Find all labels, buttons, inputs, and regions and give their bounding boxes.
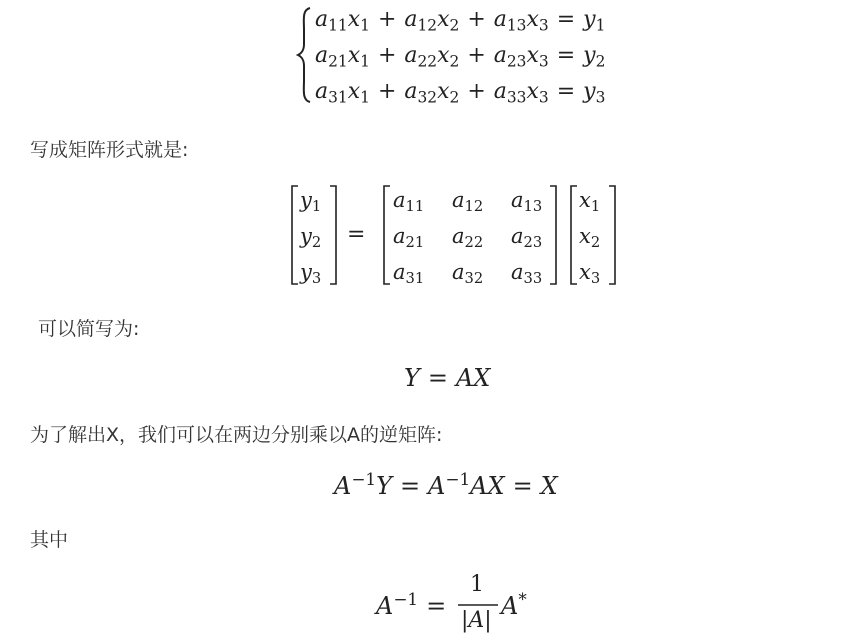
inverse-equation: $A^{-1}Y = A^{-1}AX = X$: [334, 469, 558, 501]
equation-row-1: $a_{11}x_1 + a_{12}x_2 + a_{13}x_3 = y_1$: [315, 7, 606, 35]
a-matrix-cell: $a_{31}$: [393, 260, 425, 288]
where-text: 其中: [30, 529, 69, 551]
x-vector-cell: $x_2$: [579, 224, 601, 252]
fraction-bar: [458, 603, 498, 607]
solve-text: 为了解出X，我们可以在两边分别乘以A的逆矩阵:: [30, 424, 443, 446]
fraction-numerator: 1: [470, 572, 484, 597]
adj-lhs: $A^{-1}$ =: [376, 589, 447, 621]
a-matrix-cell: $a_{12}$: [452, 188, 484, 216]
a-matrix-cell: $a_{21}$: [393, 224, 425, 252]
short-form-text: 可以简写为:: [38, 318, 140, 340]
x-vector-cell: $x_1$: [579, 188, 601, 216]
matrix-form-text: 写成矩阵形式就是:: [30, 139, 189, 161]
short-equation: Y = AX: [404, 364, 491, 392]
y-vector-cell: $y_3$: [300, 260, 322, 288]
a-matrix-cell: $a_{33}$: [511, 260, 543, 288]
adjugate-term: A*: [501, 589, 527, 621]
a-matrix-cell: $a_{22}$: [452, 224, 484, 252]
y-vector-cell: $y_1$: [300, 188, 322, 216]
fraction-denominator: |A|: [461, 608, 492, 633]
a-matrix-cell: $a_{11}$: [393, 188, 425, 216]
a-matrix-cell: $a_{13}$: [511, 188, 543, 216]
y-vector-cell: $y_2$: [300, 224, 322, 252]
equation-row-3: $a_{31}x_1 + a_{32}x_2 + a_{33}x_3 = y_3$: [315, 79, 606, 107]
equation-row-2: $a_{21}x_1 + a_{22}x_2 + a_{23}x_3 = y_2$: [315, 43, 606, 71]
a-matrix-cell: $a_{32}$: [452, 260, 484, 288]
a-matrix-cell: $a_{23}$: [511, 224, 543, 252]
left-brace: [296, 6, 314, 104]
equals-sign: =: [347, 222, 366, 247]
x-vector-cell: $x_3$: [579, 260, 601, 288]
